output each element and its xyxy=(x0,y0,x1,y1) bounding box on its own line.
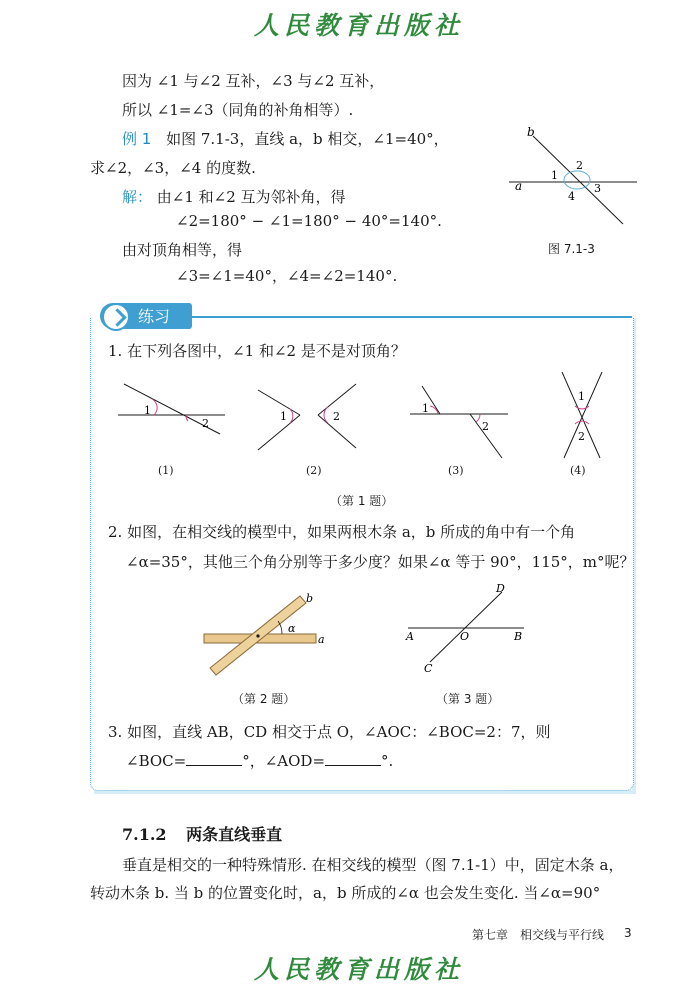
solution-text-1: 由∠1 和∠2 互为邻补角，得 xyxy=(156,188,346,206)
footer-chapter: 第七章 相交线与平行线 xyxy=(472,928,605,942)
angle-label-4: 4 xyxy=(568,190,575,203)
solution-line-1 xyxy=(122,186,346,207)
q1-figure-label-1: (1) xyxy=(158,464,174,477)
question-1: 1. 在下列各图中，∠1 和∠2 是不是对顶角？ xyxy=(108,342,406,360)
stick-label-b: b xyxy=(306,592,314,605)
checkmark-icon xyxy=(102,303,130,331)
label-b: b xyxy=(527,125,535,139)
q1-figure-4 xyxy=(562,372,602,458)
line-b xyxy=(533,136,623,224)
q1-figure-1 xyxy=(118,384,225,434)
exercise-tab-label: 练习 xyxy=(138,307,171,326)
line-cd xyxy=(430,592,502,662)
section-para-line-1: 垂直是相交的一种特殊情形. 在相交线的模型（图 7.1-1）中，固定木条 a， xyxy=(122,856,624,874)
q1f3-label-2: 2 xyxy=(482,420,489,433)
q1f1-label-1: 1 xyxy=(144,404,151,417)
question-2-line-2: ∠α=35°，其他三个角分别等于多少度？如果∠α 等于 90°，115°，m°呢？ xyxy=(126,553,635,571)
angle-arc xyxy=(564,171,590,189)
point-A: A xyxy=(406,630,414,643)
angle-label-3: 3 xyxy=(594,182,601,195)
example-label: 例 1 xyxy=(122,130,152,148)
question-3-line-2 xyxy=(126,750,393,771)
q1f4-label-1: 1 xyxy=(578,390,585,403)
section-para-line-2: 转动木条 b. 当 b 的位置变化时，a，b 所成的∠α 也会发生变化. 当∠α=90° xyxy=(90,884,601,902)
q1f3-label-1: 1 xyxy=(422,402,429,415)
publisher-logo-footer: 人民教育出版社 xyxy=(254,955,465,984)
answer-blank-boc[interactable] xyxy=(186,753,242,766)
q1f1-label-2: 2 xyxy=(202,417,209,430)
q1-figure-2 xyxy=(258,384,356,450)
angle-label-2: 2 xyxy=(576,159,583,172)
pivot-point xyxy=(256,634,259,637)
publisher-logo: 人民教育出版社 xyxy=(254,11,465,40)
section-number: 7.1.2 xyxy=(122,825,167,844)
section-title: 两条直线垂直 xyxy=(186,825,283,844)
q1-caption: （第 1 题） xyxy=(330,494,394,508)
label-alpha: α xyxy=(288,622,296,635)
point-C: C xyxy=(424,662,433,675)
question-2-figure xyxy=(196,590,336,680)
question-3-line-1: 3. 如图，直线 AB，CD 相交于点 O，∠AOC：∠BOC=2：7，则 xyxy=(108,723,551,741)
angle-label-1: 1 xyxy=(551,169,558,182)
answer-blank-aod[interactable] xyxy=(325,753,381,766)
figure-caption-7-1-3: 图 7.1-3 xyxy=(548,242,595,256)
q1-figure-label-4: (4) xyxy=(570,464,586,477)
point-B: B xyxy=(514,630,523,643)
point-D: D xyxy=(496,582,505,595)
page-number: 3 xyxy=(624,926,632,940)
q3-end: °. xyxy=(381,752,394,770)
solution-line-4: ∠3=∠1=40°，∠4=∠2=140°. xyxy=(176,267,398,285)
point-O: O xyxy=(460,630,470,643)
q1-figure-label-3: (3) xyxy=(448,464,464,477)
q2-caption: （第 2 题） xyxy=(232,692,296,706)
example-text-1: 如图 7.1-3，直线 a，b 相交，∠1=40°， xyxy=(166,130,449,148)
solution-label: 解： xyxy=(122,188,153,206)
q1f2-label-1: 1 xyxy=(280,410,287,423)
intro-line-1: 因为 ∠1 与∠2 互补，∠3 与∠2 互补， xyxy=(122,72,385,90)
question-1-figures xyxy=(110,372,620,462)
intro-line-2: 所以 ∠1=∠3（同角的补角相等）. xyxy=(122,101,354,119)
solution-line-2: ∠2=180° − ∠1=180° − 40°=140°. xyxy=(176,212,442,230)
q3-aod-label: °，∠AOD= xyxy=(242,752,326,770)
section-heading xyxy=(122,822,282,845)
q1f4-label-2: 2 xyxy=(578,430,585,443)
q3-caption: （第 3 题） xyxy=(436,692,500,706)
example-line-2: 求∠2，∠3，∠4 的度数. xyxy=(90,159,256,177)
exercise-top-rule xyxy=(190,316,632,318)
example-line-1 xyxy=(122,128,449,149)
question-3-figure xyxy=(400,580,540,676)
q1-figure-label-2: (2) xyxy=(306,464,322,477)
figure-7-1-3 xyxy=(505,122,645,232)
question-2-line-1: 2. 如图，在相交线的模型中，如果两根木条 a，b 所成的角中有一个角 xyxy=(108,523,576,541)
q1-figure-3 xyxy=(410,386,508,458)
q3-boc-label: ∠BOC= xyxy=(126,752,187,770)
solution-line-3: 由对顶角相等，得 xyxy=(122,241,243,259)
label-a: a xyxy=(515,179,523,193)
stick-label-a: a xyxy=(318,633,325,646)
q1f2-label-2: 2 xyxy=(333,410,340,423)
